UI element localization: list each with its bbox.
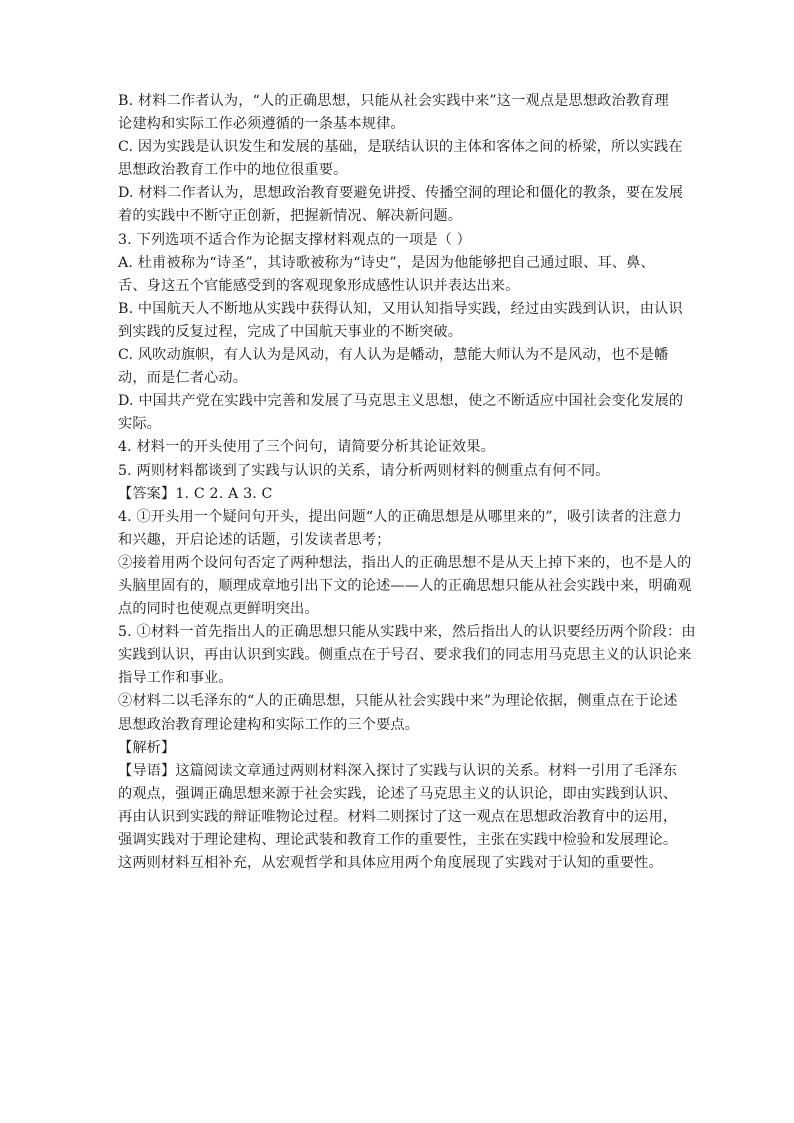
question-3: 3. 下列选项不适合作为论据支撑材料观点的一项是（ ） (118, 231, 471, 248)
answer-4-line-1: 4. ①开头用一个疑问句开头，提出问题“人的正确思想是从哪里来的”，吸引读者的注意力 (118, 508, 682, 525)
question-5: 5. 两则材料都谈到了实践与认识的关系，请分析两则材料的侧重点有何不同。 (118, 462, 610, 479)
intro-line-3: 再由认识到实践的辩证唯物论过程。材料二则探讨了这一观点在思想政治教育中的运用， (118, 808, 678, 825)
intro-line-5: 这两则材料互相补充，从宏观哲学和具体应用两个角度展现了实践对于认知的重要性。 (118, 855, 663, 872)
analysis-heading: 【解析】 (118, 739, 176, 756)
document-page (118, 90, 696, 875)
option-b-line-2: 论建构和实际工作必须遵循的一条基本规律。 (118, 116, 405, 133)
answer-4-line-4: 头脑里固有的，顺理成章地引出下文的论述——人的正确思想只能从社会实践中来，明确观 (118, 577, 692, 594)
question-4: 4. 材料一的开头使用了三个问句，请简要分析其论证效果。 (118, 439, 495, 456)
intro-line-4: 强调实践对于理论建构、理论武装和教育工作的重要性，主张在实践中检验和发展理论。 (118, 832, 678, 848)
option-c-line-2: 思想政治教育工作中的地位很重要。 (118, 162, 348, 179)
option-d-line-2: 着的实践中不断守正创新，把握新情况、解决新问题。 (118, 208, 463, 225)
answer-4-line-5: 点的同时也使观点更鲜明突出。 (118, 601, 319, 618)
q3-option-a-line-2: 舌、身这五个官能感受到的客观现象形成感性认识并表达出来。 (118, 277, 520, 294)
answer-5-line-2: 实践到认识，再由认识到实践。侧重点在于号召、要求我们的同志用马克思主义的认识论来 (118, 647, 692, 664)
answer-5-line-1: 5. ①材料一首先指出人的正确思想只能从实践中来，然后指出人的认识要经历两个阶段：由 (118, 624, 696, 641)
answer-key: 【答案】1. C 2. A 3. C (118, 485, 273, 502)
q3-option-c-line-1: C. 风吹动旗帜，有人认为是风动，有人认为是幡动，慧能大师认为不是风动，也不是幡 (118, 347, 669, 364)
q3-option-d-line-2: 实际。 (118, 416, 162, 433)
intro-line-1: 【导语】这篇阅读文章通过两则材料深入探讨了实践与认识的关系。材料一引用了毛泽东 (118, 762, 678, 779)
intro-line-2: 的观点，强调正确思想来源于社会实践，论述了马克思主义的认识论，即由实践到认识、 (118, 785, 678, 802)
answer-5-line-5: 思想政治教育理论建构和实际工作的三个要点。 (118, 716, 420, 733)
q3-option-b-line-1: B. 中国航天人不断地从实践中获得认知，又用认知指导实践，经过由实践到认识，由认识 (118, 300, 683, 317)
q3-option-c-line-2: 动，而是仁者心动。 (118, 370, 248, 387)
option-c-line-1: C. 因为实践是认识发生和发展的基础，是联结认识的主体和客体之间的桥梁，所以实践在 (118, 139, 683, 156)
option-d-line-1: D. 材料二作者认为，思想政治教育要避免讲授、传播空洞的理论和僵化的教条，要在发展 (118, 185, 684, 202)
q3-option-b-line-2: 到实践的反复过程，完成了中国航天事业的不断突破。 (118, 323, 463, 340)
answer-4-line-2: 和兴趣，开启论述的话题，引发读者思考； (118, 531, 391, 548)
option-b-line-1: B. 材料二作者认为，“人的正确思想，只能从社会实践中来”这一观点是思想政治教育理 (118, 93, 669, 109)
answer-5-line-4: ②材料二以毛泽东的“人的正确思想，只能从社会实践中来”为理论依据，侧重点在于论述 (118, 693, 678, 710)
q3-option-a-line-1: A. 杜甫被称为“诗圣”，其诗歌被称为“诗史”，是因为他能够把自己通过眼、耳、鼻、 (118, 254, 655, 271)
answer-5-line-3: 指导工作和事业。 (118, 670, 233, 687)
answer-4-line-3: ②接着用两个设问句否定了两种想法，指出人的正确思想不是从天上掉下来的，也不是人的 (118, 554, 692, 571)
q3-option-d-line-1: D. 中国共产党在实践中完善和发展了马克思主义思想，使之不断适应中国社会变化发展的 (118, 393, 684, 410)
